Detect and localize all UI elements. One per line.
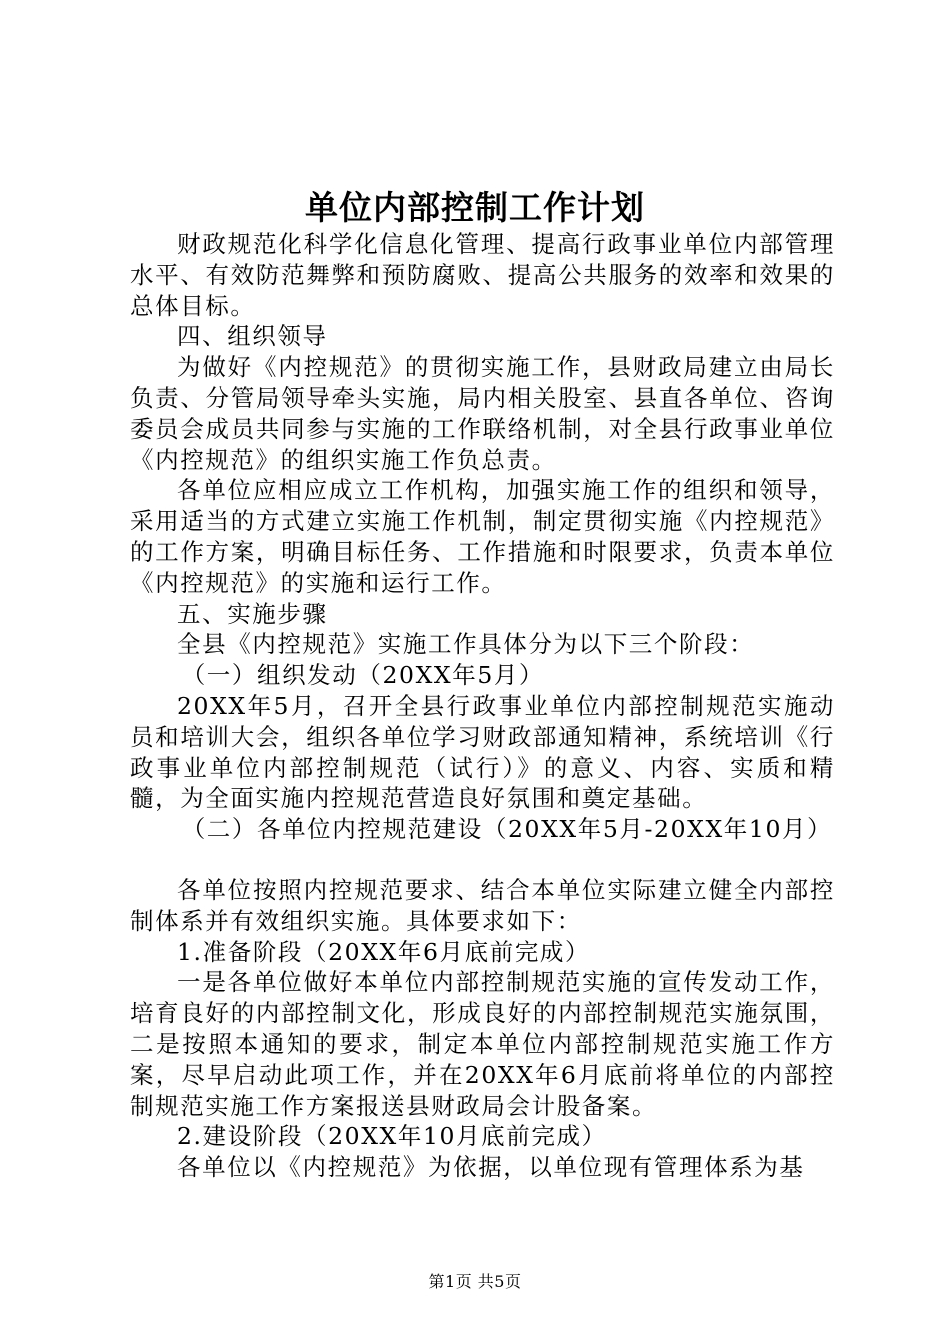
blank-line — [130, 845, 835, 875]
paragraph-stages-intro: 全县《内控规范》实施工作具体分为以下三个阶段： — [177, 630, 755, 659]
document-title: 单位内部控制工作计划 — [305, 188, 645, 227]
document-body — [130, 229, 835, 1183]
page-footer: 第1页 共5页 — [428, 1272, 522, 1291]
paragraph-mobilization: 20XX年5月，召开全县行政事业单位内部控制规范实施动员和培训大会，组织各单位学习财政部通知精神，系统培训《行政事业单位内部控制规范（试行）》的意义、内容、实质和精髓，为全面实施内控规范营造良好氛围和奠定基础。 — [130, 691, 835, 813]
section-heading-steps: 五、实施步骤 — [177, 599, 328, 628]
paragraph-goal: 财政规范化科学化信息化管理、提高行政事业单位内部管理水平、有效防范舞弊和预防腐败、提高公共服务的效率和效果的总体目标。 — [130, 230, 835, 320]
section-heading-leadership: 四、组织领导 — [177, 322, 328, 351]
paragraph-construction-intro: 各单位按照内控规范要求、结合本单位实际建立健全内部控制体系并有效组织实施。具体要求如下： — [130, 875, 835, 935]
paragraph-leadership-2: 各单位应相应成立工作机构，加强实施工作的组织和领导，采用适当的方式建立实施工作机制，制定贯彻实施《内控规范》的工作方案，明确目标任务、工作措施和时限要求，负责本单位《内控规范》的实施和运行工作。 — [130, 476, 835, 597]
subheading-construction: （二）各单位内控规范建设（20XX年5月-20XX年10月） — [181, 815, 833, 844]
paragraph-preparation: 一是各单位做好本单位内部控制规范实施的宣传发动工作，培育良好的内部控制文化，形成良好的内部控制规范实施氛围，二是按照本通知的要求，制定本单位内部控制规范实施工作方案，尽早启动此项工作，并在20XX年6月底前将单位的内部控制规范实施工作方案报送县财政局会计股备案。 — [130, 968, 835, 1120]
subheading-mobilization: （一）组织发动（20XX年5月） — [181, 661, 545, 690]
subheading-preparation: 1.准备阶段（20XX年6月底前完成） — [177, 937, 591, 966]
subheading-building: 2.建设阶段（20XX年10月底前完成） — [177, 1122, 607, 1151]
paragraph-building: 各单位以《内控规范》为依据，以单位现有管理体系为基 — [177, 1153, 805, 1182]
paragraph-leadership-1: 为做好《内控规范》的贯彻实施工作，县财政局建立由局长负责、分管局领导牵头实施，局内相关股室、县直各单位、咨询委员会成员共同参与实施的工作联络机制，对全县行政事业单位《内控规范》的组织实施工作负总责。 — [130, 353, 835, 474]
